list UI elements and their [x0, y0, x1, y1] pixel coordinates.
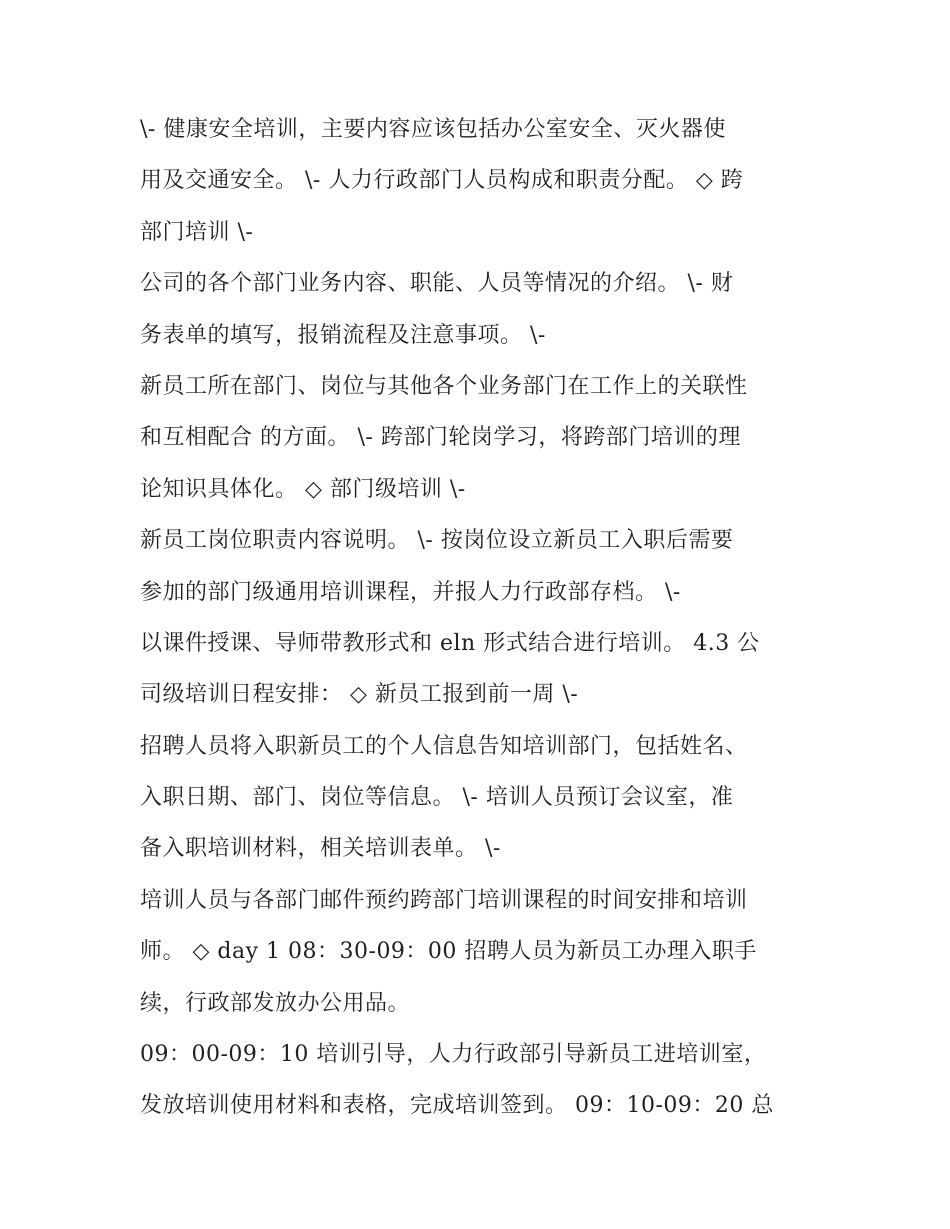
text-line: 部门培训 \- — [140, 219, 254, 245]
document-body — [140, 108, 820, 1136]
text-line: 培训人员与各部门邮件预约跨部门培训课程的时间安排和培训 — [140, 887, 748, 913]
text-line: 论知识具体化。 ◇ 部门级培训 \- — [140, 476, 466, 502]
text-line: 公司的各个部门业务内容、职能、人员等情况的介绍。 \- 财 — [140, 271, 734, 297]
text-line: \- 健康安全培训，主要内容应该包括办公室安全、灭火器使 — [140, 117, 726, 142]
text-line: 师。 ◇ day 1 08：30-09：00 招聘人员为新员工办理入职手 — [140, 939, 757, 965]
text-line: 用及交通安全。 \- 人力行政部门人员构成和职责分配。 ◇ 跨 — [140, 168, 744, 194]
text-line: 新员工岗位职责内容说明。 \- 按岗位设立新员工入职后需要 — [140, 528, 734, 554]
text-line: 参加的部门级通用培训课程，并报人力行政部存档。 \- — [140, 579, 681, 605]
text-line: 招聘人员将入职新员工的个人信息告知培训部门，包括姓名、 — [140, 733, 748, 759]
text-line: 发放培训使用材料和表格，完成培训签到。 09：10-09：20 总 — [140, 1093, 774, 1119]
text-line: 以课件授课、导师带教形式和 eln 形式结合进行培训。 4.3 公 — [140, 630, 760, 656]
text-line: 09：00-09：10 培训引导，人力行政部引导新员工进培训室， — [140, 1042, 767, 1068]
text-line: 入职日期、部门、岗位等信息。 \- 培训人员预订会议室，准 — [140, 785, 734, 811]
text-line: 续，行政部发放办公用品。 — [140, 990, 411, 1016]
text-line: 新员工所在部门、岗位与其他各个业务部门在工作上的关联性 — [140, 373, 748, 399]
text-line: 司级培训日程安排： ◇ 新员工报到前一周 \- — [140, 682, 579, 708]
text-line: 和互相配合 的方面。 \- 跨部门轮岗学习，将跨部门培训的理 — [140, 425, 741, 451]
text-line: 务表单的填写，报销流程及注意事项。 \- — [140, 322, 546, 348]
text-line: 备入职培训材料，相关培训表单。 \- — [140, 836, 501, 862]
